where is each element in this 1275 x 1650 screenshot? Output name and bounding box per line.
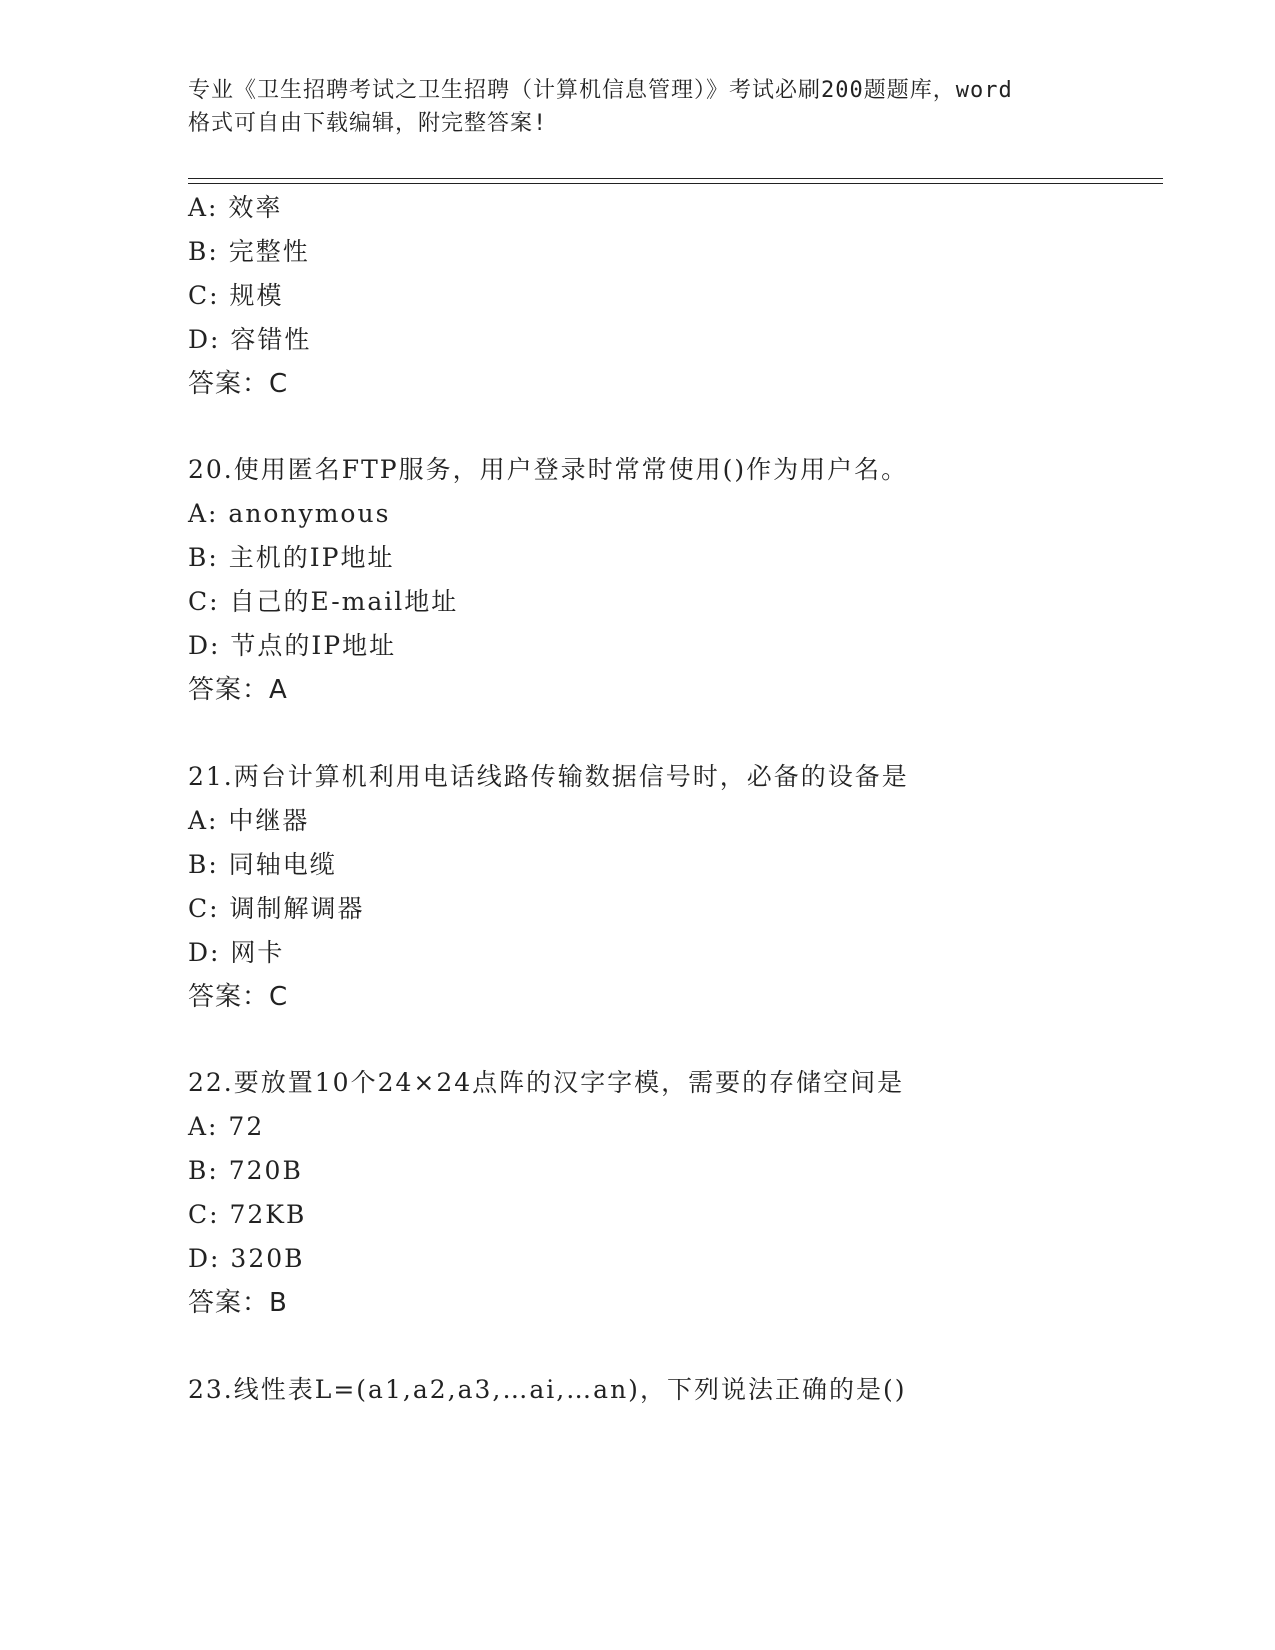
q23-question: 23.线性表L=(a1,a2,a3,…ai,…an)，下列说法正确的是(): [188, 1375, 907, 1404]
q19-option-d: D: 容错性: [188, 325, 312, 354]
q20-option-b: B: 主机的IP地址: [188, 543, 395, 572]
q22-answer: 答案：B: [188, 1288, 288, 1318]
q22-option-a: A: 72: [188, 1112, 265, 1141]
q22-option-d: D: 320B: [188, 1244, 305, 1273]
q22-question: 22.要放置10个24×24点阵的汉字字模，需要的存储空间是: [188, 1068, 905, 1097]
q21-option-b: B: 同轴电缆: [188, 850, 337, 879]
header-divider-top: [188, 178, 1163, 179]
q20-option-a: A: anonymous: [188, 499, 391, 528]
document-header: [188, 74, 1088, 140]
q19-option-a: A: 效率: [188, 193, 283, 222]
q20-option-d: D: 节点的IP地址: [188, 631, 397, 660]
q20-answer: 答案：A: [188, 675, 288, 705]
q21-answer: 答案：C: [188, 982, 289, 1012]
q19-answer: 答案：C: [188, 369, 289, 399]
q19-option-b: B: 完整性: [188, 237, 310, 266]
q21-option-d: D: 网卡: [188, 938, 285, 967]
q21-question: 21.两台计算机利用电话线路传输数据信号时，必备的设备是: [188, 762, 909, 791]
q21-option-c: C: 调制解调器: [188, 894, 365, 923]
q20-option-c: C: 自己的E-mail地址: [188, 587, 459, 616]
q22-option-b: B: 720B: [188, 1156, 303, 1185]
q20-question: 20.使用匿名FTP服务，用户登录时常常使用()作为用户名。: [188, 455, 909, 484]
header-line-1: 专业《卫生招聘考试之卫生招聘（计算机信息管理）》考试必刷200题题库，word: [188, 78, 1013, 103]
q19-option-c: C: 规模: [188, 281, 284, 310]
q21-option-a: A: 中继器: [188, 806, 310, 835]
q22-option-c: C: 72KB: [188, 1200, 307, 1229]
header-divider-bottom: [188, 183, 1163, 184]
header-line-2: 格式可自由下载编辑，附完整答案!: [188, 111, 548, 136]
